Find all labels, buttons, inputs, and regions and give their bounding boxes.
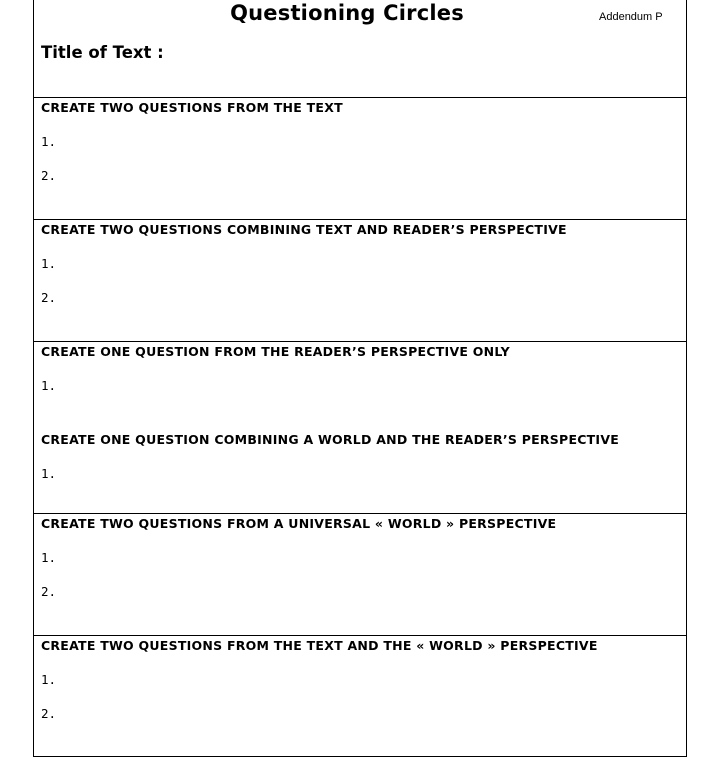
question-number: 2. <box>41 584 57 599</box>
question-number: 1. <box>41 134 57 149</box>
section-text-reader-questions <box>34 220 686 342</box>
worksheet-header <box>34 0 686 98</box>
worksheet-page <box>33 0 687 757</box>
section-heading: CREATE ONE QUESTION FROM THE READER’S PERSPECTIVE ONLY <box>41 344 510 359</box>
section-heading: CREATE TWO QUESTIONS FROM A UNIVERSAL « WORLD » PERSPECTIVE <box>41 516 557 531</box>
question-number: 1. <box>41 378 57 393</box>
section-text-world-questions <box>34 636 686 757</box>
question-number: 1. <box>41 466 57 481</box>
worksheet-title: Questioning Circles <box>230 1 464 25</box>
question-number: 1. <box>41 550 57 565</box>
section-text-questions <box>34 98 686 220</box>
question-number: 1. <box>41 672 57 687</box>
text-title-label: Title of Text : <box>41 43 164 62</box>
section-heading: CREATE TWO QUESTIONS FROM THE TEXT AND THE « WORLD » PERSPECTIVE <box>41 638 598 653</box>
section-universal-world-questions <box>34 514 686 636</box>
question-number: 1. <box>41 256 57 271</box>
section-heading: CREATE TWO QUESTIONS FROM THE TEXT <box>41 100 343 115</box>
section-heading: CREATE ONE QUESTION COMBINING A WORLD AND THE READER’S PERSPECTIVE <box>41 432 620 447</box>
question-number: 2. <box>41 168 57 183</box>
question-number: 2. <box>41 706 57 721</box>
question-number: 2. <box>41 290 57 305</box>
section-heading: CREATE TWO QUESTIONS COMBINING TEXT AND READER’S PERSPECTIVE <box>41 222 567 237</box>
addendum-label: Addendum P <box>599 11 663 23</box>
section-reader-world-questions <box>34 342 686 514</box>
